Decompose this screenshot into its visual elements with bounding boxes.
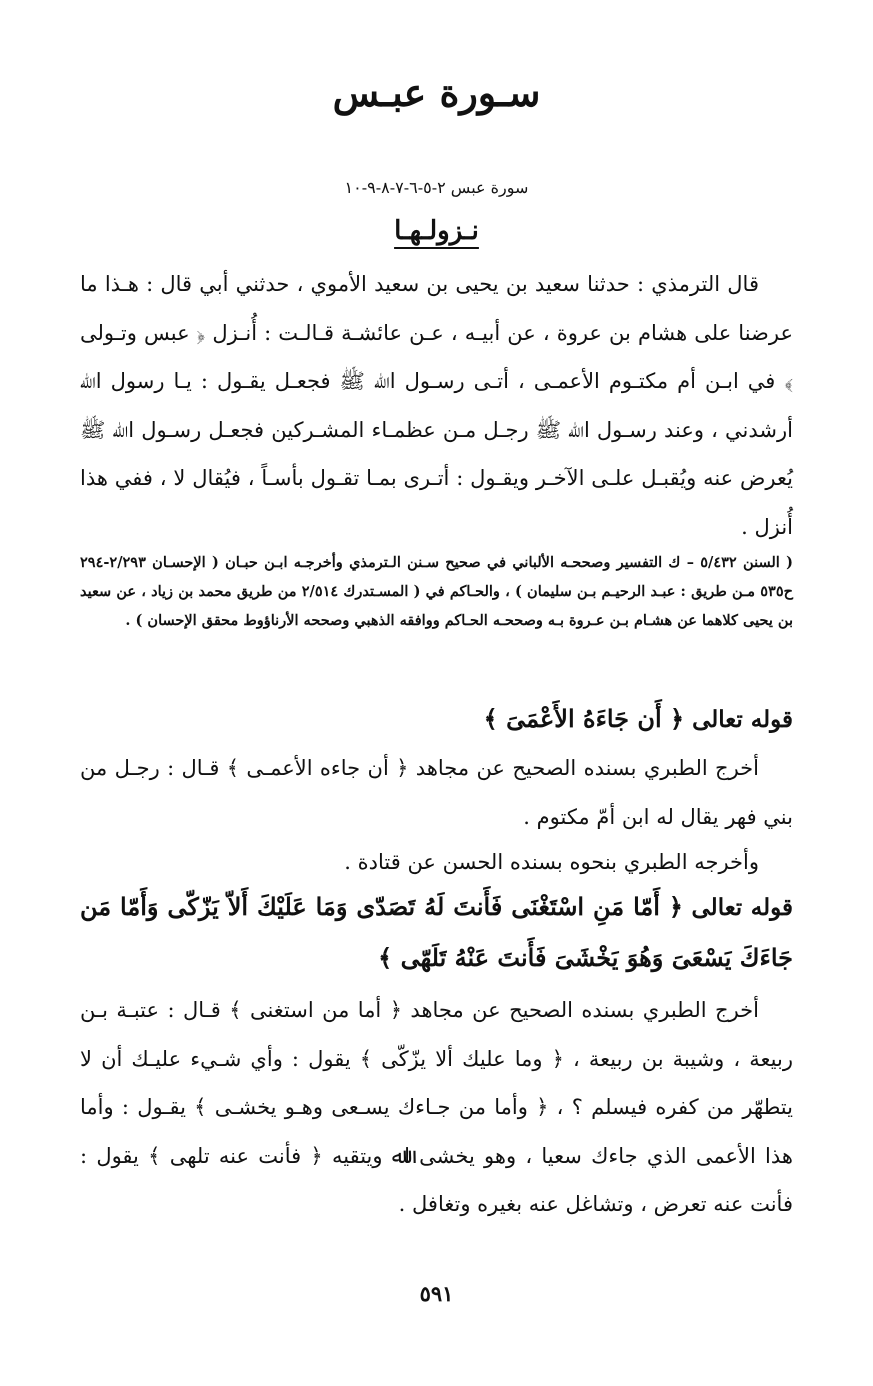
source-footnote: ( السنن ٥/٤٣٢ – ك التفسير وصححـه الألباني في صحيح سـنن الـترمذي وأخرجـه ابـن حبـان ( الإحسـان ٢/٢٩٣-٢٩٤ ح٥٣٥ مـن طريق : عبـد الرحيـم بـن سليمان ) ، والحـاكم في ( المسـتدرك ٢/٥١٤ من طريق محمد بن زياد ، عن سعيد بن يحيى كلاهما عن هشـام بـن عـروة بـه وصححـه الحـاكم ووافقه الذهبي وصححه الأرناؤوط محقق الإحسان ) . (80, 554, 793, 629)
commentary-paragraph-1: أخرج الطبري بسنده الصحيح عن مجاهد ﴿ أن جاءه الأعمـى ﴾ قـال : رجـل من بني فهر يقال له ابن أمّ مكتوم . (80, 756, 793, 829)
verse-heading-prefix: قوله تعالى (691, 894, 794, 921)
section-heading: نـزولـهـا (394, 216, 479, 246)
verse-reference: سورة عبس ٢-٥-٦-٧-٨-٩-١٠ (344, 178, 529, 197)
commentary-paragraph-2: وأخرجه الطبري بنحوه بسنده الحسن عن قتادة . (344, 850, 759, 874)
quran-verse: ﴿ أَن جَاءَهُ الأَعْمَىَ ﴾ (483, 704, 685, 733)
surah-title: سـورة عبـس (332, 70, 541, 115)
narration-paragraph: قال الترمذي : حدثنا سعيد بن يحيى بن سعيد الأموي ، حدثني أبي قال : هـذا ما عرضنا على هشام بن عروة ، عن أبيـه ، عـن عائشـة قـالـت : أُنـزل ﴿ عبس وتـولى ﴾ في ابـن أم مكتـوم الأعمـى ، أتـى رسـول اﷲ ﷺ فجعـل يقـول : يـا رسول اﷲ أرشدني ، وعند رسـول اﷲ ﷺ رجـل مـن عظمـاء المشـركين فجعـل رسـول اﷲ ﷺ يُعرض عنه ويُقبـل علـى الآخـر ويقـول : أتـرى بمـا تقـول بأسـاً ، فيُقال لا ، ففي هذا أُنزل . (80, 272, 793, 539)
page-number: ٥٩١ (419, 1281, 454, 1306)
verse-heading-2 (80, 882, 793, 984)
verse-heading-prefix: قوله تعالى (692, 706, 793, 733)
verse-heading-1 (80, 694, 793, 745)
quran-verse: ﴿ أَمّا مَنِ اسْتَغْنَى فَأَنتَ لَهُ تَصَدّى وَمَا عَلَيْكَ أَلاّ يَزّكّى وَأَمّا مَن جَاءَكَ يَسْعَىَ وَهُوَ يَخْشَىَ فَأَنتَ عَنْهُ تَلَهّى ﴾ (80, 892, 793, 972)
commentary-paragraph-3: أخرج الطبري بسنده الصحيح عن مجاهد ﴿ أما من استغنى ﴾ قـال : عتبـة بـن ربيعة ، وشيبة بن ربيعة ، ﴿ وما عليك ألا يزّكّى ﴾ يقول : وأي شـيء عليـك أن لا يتطهّر من كفره فيسلم ؟ ، ﴿ وأما من جـاءك يسـعى وهـو يخشـى ﴾ يقـول : وأما هذا الأعمى الذي جاءك سعيا ، وهو يخشى اﷲ ويتقيه ﴿ فأنت عنه تلهى ﴾ يقول : فأنت عنه تعرض ، وتشاغل عنه بغيره وتغافل . (80, 998, 793, 1216)
